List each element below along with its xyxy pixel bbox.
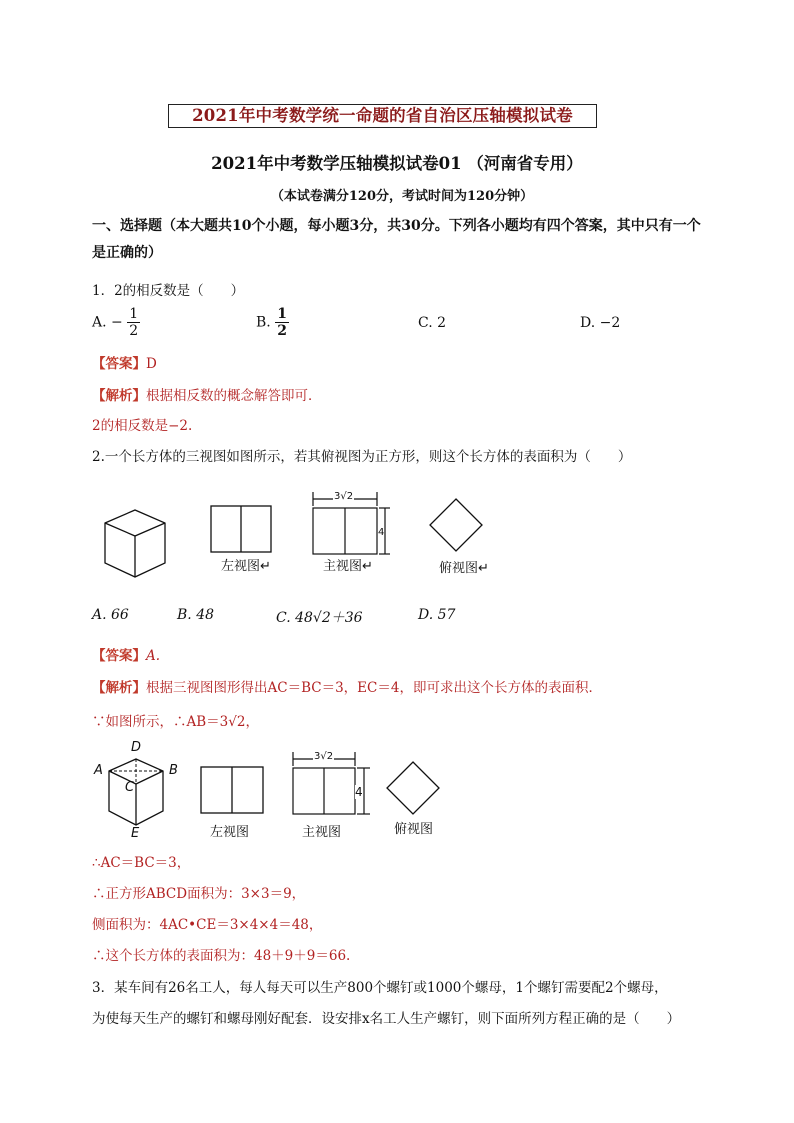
q2-step-4: 侧面积为：4AC•CE＝3×4×4＝48， xyxy=(92,917,323,933)
top-view-caption: 俯视图↵ xyxy=(439,561,489,576)
q1-option-b-num: 1 xyxy=(277,306,287,322)
q2-option-a: A. 66 xyxy=(92,607,129,623)
q3-line-1: 3．某车间有26名工人，每人每天可以生产800个螺钉或1000个螺母，1个螺钉需要配2个螺母， xyxy=(92,980,668,996)
q1-option-a-num: 1 xyxy=(129,306,139,322)
q2-step-2: ∴AC＝BC＝3， xyxy=(92,855,191,871)
q1-option-a-label: A. − xyxy=(92,314,123,331)
front-view-height-label: 4 xyxy=(378,527,385,538)
banner-title: 2021年中考数学统一命题的省自治区压轴模拟试卷 xyxy=(168,104,597,128)
left-view-caption-2: 左视图 xyxy=(210,825,250,840)
q2-answer xyxy=(92,644,160,664)
q1-option-b-fraction xyxy=(275,306,289,339)
q1-analysis xyxy=(92,384,322,404)
front-view-width-label-2: 3√2 xyxy=(314,751,334,762)
q1-option-c: C. 2 xyxy=(418,315,447,331)
answer-value: A. xyxy=(146,648,161,664)
left-view-caption: 左视图↵ xyxy=(221,559,271,574)
q1-answer xyxy=(92,352,157,372)
q2-option-d: D. 57 xyxy=(418,607,456,623)
q1-option-b-label: B. xyxy=(256,314,271,331)
answer-tag: 【答案】 xyxy=(92,356,146,372)
top-view-figure-2 xyxy=(385,760,441,816)
front-view-width-label: 3√2 xyxy=(334,491,354,502)
vertex-label-b: B xyxy=(169,763,178,778)
front-view-caption: 主视图↵ xyxy=(323,559,373,574)
left-view-figure-2 xyxy=(200,766,264,814)
vertex-label-d: D xyxy=(131,740,142,755)
answer-tag: 【答案】 xyxy=(92,648,146,664)
analysis-tag: 【解析】 xyxy=(92,388,146,404)
left-view-figure xyxy=(210,505,272,553)
q2-option-c: C. 48√2＋36 xyxy=(276,610,363,626)
labeled-cube-figure xyxy=(105,755,167,830)
q1-option-b xyxy=(256,306,289,339)
q2-step-3: ∴正方形ABCD面积为：3×3＝9， xyxy=(92,886,306,902)
top-view-caption-2: 俯视图 xyxy=(394,822,434,837)
q2-option-b: B. 48 xyxy=(177,607,215,623)
q2-step-1: ∵如图所示，∴AB＝3√2， xyxy=(92,714,259,730)
vertex-label-c: C xyxy=(125,780,135,795)
q2-stem: 2.一个长方体的三视图如图所示，若其俯视图为正方形，则这个长方体的表面积为（ ） xyxy=(92,449,632,465)
front-view-height-label-2: 4 xyxy=(355,785,363,799)
analysis-tag: 【解析】 xyxy=(92,680,146,696)
top-view-figure xyxy=(428,497,484,553)
q1-stem: 1．2的相反数是（ ） xyxy=(92,283,245,299)
vertex-label-a: A xyxy=(94,763,103,778)
analysis-text: 根据三视图图形得出AC＝BC＝3，EC＝4，即可求出这个长方体的表面积． xyxy=(146,680,602,696)
vertex-label-e: E xyxy=(131,826,140,841)
q2-step-5: ∴这个长方体的表面积为：48＋9＋9＝66. xyxy=(92,948,351,964)
front-view-caption-2: 主视图 xyxy=(302,825,342,840)
q1-option-d: D. −2 xyxy=(580,315,621,331)
q1-option-a xyxy=(92,306,140,339)
section-heading: 一、选择题（本大题共10个小题，每小题3分，共30分。下列各小题均有四个答案，其中只有一个是正确的） xyxy=(92,218,701,261)
page-subtitle: （本试卷满分120分，考试时间为120分钟） xyxy=(270,189,534,204)
q1-result: 2的相反数是−2. xyxy=(92,418,193,434)
q1-option-a-fraction xyxy=(127,306,140,339)
q1-option-b-den: 2 xyxy=(277,323,287,339)
q2-analysis xyxy=(92,676,602,696)
analysis-text: 根据相反数的概念解答即可． xyxy=(146,388,322,404)
answer-value: D xyxy=(146,356,157,372)
page-title: 2021年中考数学压轴模拟试卷01 （河南省专用） xyxy=(211,154,583,173)
q3-line-2: 为使每天生产的螺钉和螺母刚好配套．设安排x名工人生产螺钉，则下面所列方程正确的是（ ） xyxy=(92,1011,681,1027)
q1-option-a-den: 2 xyxy=(129,323,139,339)
cube-figure xyxy=(100,505,170,580)
